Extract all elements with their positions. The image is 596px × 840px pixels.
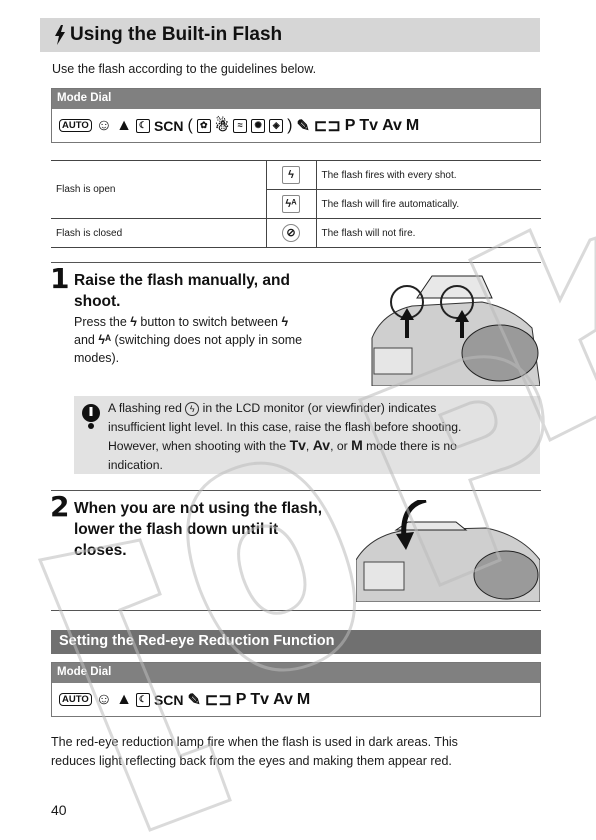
mode-m: M (405, 116, 420, 134)
red-eye-icon: ϟ (185, 402, 199, 416)
flash-auto-icon-inline: ϟᴬ (98, 333, 112, 347)
scn-mode-icon: SCN (153, 117, 184, 134)
mode-av: Av (273, 690, 293, 708)
flash-on-description: The flash fires with every shot. (316, 161, 541, 190)
page-number: 40 (51, 802, 67, 818)
mode-av: Av (382, 116, 402, 134)
section-title-bar: Setting the Red-eye Reduction Function (51, 630, 541, 654)
flash-auto-icon: ϟᴬ (282, 195, 300, 213)
flash-off-icon: ⊘ (282, 224, 300, 242)
mode-m: M (296, 690, 311, 708)
mode-p: P (344, 116, 356, 134)
flash-on-icon-inline: ϟ (281, 315, 289, 329)
page-title-bar (40, 18, 540, 52)
snow-icon: ☃ (214, 117, 230, 135)
portrait-icon: ☺ (95, 690, 113, 708)
mode-tv: Tv (250, 690, 270, 708)
aquarium-icon: ◈ (269, 119, 283, 133)
scene-bracket-open: ( (187, 116, 193, 134)
flash-closed-cell: Flash is closed (51, 219, 266, 248)
step-2-number: 2 (50, 490, 70, 523)
stitch-assist-icon: ⊏⊐ (313, 117, 341, 135)
mode-dial-header: Mode Dial (52, 663, 540, 683)
flash-table (51, 160, 541, 248)
movie-icon-a: ✎ (296, 117, 310, 135)
beach-icon: ≈ (233, 119, 247, 133)
portrait-icon: ☺ (95, 116, 113, 134)
flash-on-icon: ϟ (282, 166, 300, 184)
divider (51, 610, 541, 611)
mode-dial-icons (52, 109, 540, 142)
camera-lower-flash-illustration (356, 500, 540, 602)
night-scene-icon: ☾ (136, 693, 150, 707)
movie-icon-a: ✎ (187, 691, 201, 709)
step-1-title: Raise the flash manually, and shoot. (74, 272, 290, 310)
mode-tv: Tv (359, 116, 379, 134)
mode-dial-box-2 (51, 662, 541, 717)
warning-icon (82, 404, 100, 430)
table-row (51, 219, 541, 248)
scn-mode-icon: SCN (153, 691, 184, 708)
scene-bracket-close: ) (287, 116, 293, 134)
foliage-icon: ✿ (197, 119, 211, 133)
stitch-assist-icon: ⊏⊐ (204, 691, 232, 709)
step-1-number: 1 (50, 262, 70, 295)
auto-mode-icon: AUTO (59, 693, 92, 706)
mode-dial-box (51, 88, 541, 143)
mode-dial-header: Mode Dial (52, 89, 540, 109)
camera-raise-flash-illustration (362, 268, 540, 386)
auto-mode-icon: AUTO (59, 119, 92, 132)
table-row (51, 161, 541, 190)
mode-dial-icons (52, 683, 540, 716)
warning-note: A flashing red ϟ in the LCD monitor (or viewfinder) indicates insufficient light level. In this case, raise the flash before shooting. However, when shooting with the Tv, Av, or M mode there is no indication. (74, 396, 540, 474)
mode-p: P (235, 690, 247, 708)
fireworks-icon: ✺ (251, 119, 265, 133)
page-title: Using the Built-in Flash (70, 24, 283, 45)
flash-icon (54, 25, 66, 45)
intro-text: Use the flash according to the guidelines below. (52, 62, 317, 76)
divider (51, 262, 541, 263)
red-eye-paragraph: The red-eye reduction lamp fire when the flash is used in dark areas. This reduces light reflecting back from the eyes and making them appear red. (51, 735, 458, 768)
night-scene-icon: ☾ (136, 119, 150, 133)
flash-button-icon: ϟ (130, 315, 137, 329)
landscape-icon: ▲ (116, 116, 132, 134)
step-2-title: When you are not using the flash, lower the flash down until it closes. (74, 500, 323, 559)
flash-off-description: The flash will not fire. (316, 219, 541, 248)
flash-auto-description: The flash will fire automatically. (316, 190, 541, 219)
divider (51, 490, 541, 491)
step-1-body: Press the ϟ button to switch between ϟ and ϟᴬ (switching does not apply in some modes). (74, 315, 303, 365)
landscape-icon: ▲ (116, 690, 132, 708)
flash-open-cell: Flash is open (51, 161, 266, 219)
